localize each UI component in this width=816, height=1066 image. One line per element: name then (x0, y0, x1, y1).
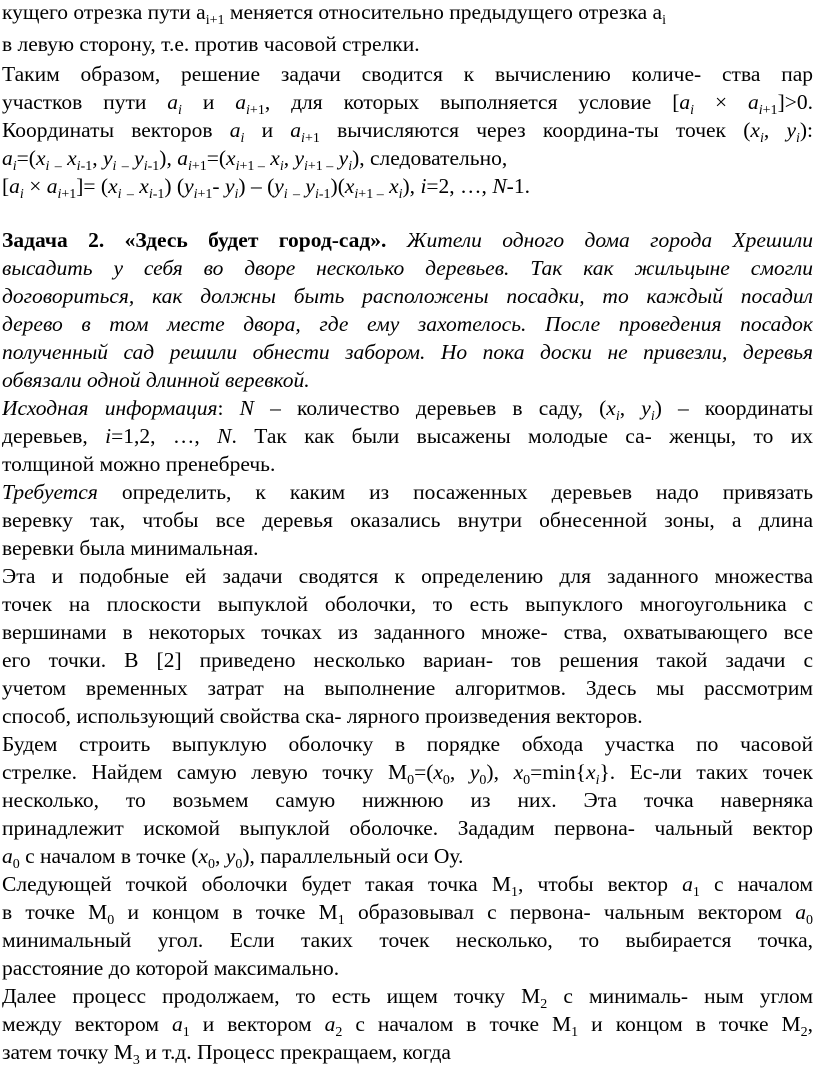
text-line: $a_i=(x_i$ $_-$ $x_{i-1}$, $y_i$ $_-$ $y_{i-1}$), $a_{i+1}=(x_{i+1 -}$ $x_i$, $y_{i+1 -}$ $y_i$), следовательно, (2, 146, 508, 172)
text-line: Далее процесс продолжаем, то есть ищем точку $М_2$ с минималь- ным углом (2, 984, 813, 1010)
text-line: между вектором $a_1$ и вектором $a_2$ с началом в точке $М_1$ и концом в точке $М_2$, (2, 1012, 813, 1038)
text-line: обвязали одной длинной веревкой. (2, 368, 310, 392)
text-line: дерево в том месте двора, где ему захотелось. После проведения посадок (2, 312, 813, 336)
text-line: веревки была минимальная. (2, 536, 259, 560)
text-line: точек на плоскости выпуклой оболочки, то есть выпуклого многоугольника с (2, 592, 813, 616)
text-line: $[a_i \times a_{i+1}]= (x_i$ $_-$ $x_{i-1}$) ($y_{i+1}-$ $y_i) - (y_i$ $_-$ $y_{i-1})(x_{i+1 -}$ $x_i$), i=2, …, N-1. (2, 174, 530, 200)
text-line: его точки. В [2] приведено несколько вариан- тов решения такой задачи с (2, 648, 813, 672)
text-line: Координаты векторов $a_i$ и $a_{i+1}$ вычисляются через координа-ты точек ($x_i$, $y_i$): (2, 118, 813, 144)
text-line: полученный сад решили обнести забором. Но пока доски не привезли, деревья (2, 340, 813, 364)
text-line: веревку так, чтобы все деревья оказались внутри обнесенной зоны, а длина (2, 508, 813, 532)
text-line: расстояние до которой максимально. (2, 956, 340, 980)
text-line: Исходная информация: N – количество деревьев в саду, ($x_i$, $y_i$) – координаты (2, 396, 813, 422)
text-line: затем точку $М_3$ и т.д. Процесс прекращаем, когда (2, 1040, 451, 1066)
text-line: толщиной можно пренебречь. (2, 452, 276, 476)
text-line: Таким образом, решение задачи сводится к вычислению количе- ства пар (2, 62, 813, 86)
text-line: Эта и подобные ей задачи сводятся к определению для заданного множества (2, 564, 813, 588)
text-line: Задача 2. «Здесь будет город-сад». Жители одного дома города Хрешили (2, 228, 813, 252)
text-line: Будем строить выпуклую оболочку в порядке обхода участка по часовой (2, 732, 813, 756)
text-line: деревьев, i=1,2, …, N. Так как были высажены молодые са- женцы, то их (2, 424, 813, 448)
text-line: минимальный угол. Если таких точек несколько, то выбирается точка, (2, 928, 813, 952)
text-line: участков пути $a_i$ и $a_{i+1}$, для которых выполняется условие $[a_i \times a_{i+1}]>0$. (2, 90, 813, 116)
text-line: $a_0$ с началом в точке ($x_0$, $y_0$), параллельный оси Оу. (2, 844, 464, 870)
text-line: Требуется определить, к каким из посаженных деревьев надо привязать (2, 480, 813, 504)
text-line: Следующей точкой оболочки будет такая точка $М_1$, чтобы вектор $a_1$ с началом (2, 872, 813, 898)
text-line: договориться, как должны быть расположены посадки, то каждый посадил (2, 284, 813, 308)
text-line: несколько, то возьмем самую нижнюю из них. Эта точка наверняка (2, 788, 813, 812)
text-line: вершинами в некоторых точках из заданного множе- ства, охватывающего все (2, 620, 813, 644)
text-line: способ, использующий свойства ска- лярного произведения векторов. (2, 704, 643, 728)
text-line: кущего отрезка пути $a_{i+1}$ меняется относительно предыдущего отрезка $a_i$ (2, 0, 666, 26)
text-line: стрелке. Найдем самую левую точку $М_0=(x_0$, $y_0$), $x_0=\min\{x_i\}$. Ес-ли таких точек (2, 760, 813, 786)
text-line: учетом временных затрат на выполнение алгоритмов. Здесь мы рассмотрим (2, 676, 813, 700)
text-line: в точке $М_0$ и концом в точке $М_1$ образовывал с первона- чальным вектором $a_0$ (2, 900, 813, 926)
text-line: в левую сторону, т.е. против часовой стрелки. (2, 32, 420, 56)
text-line: высадить у себя во дворе несколько деревьев. Так как жильцыне смогли (2, 256, 813, 280)
text-line: принадлежит искомой выпуклой оболочке. Зададим первона- чальный вектор (2, 816, 813, 840)
